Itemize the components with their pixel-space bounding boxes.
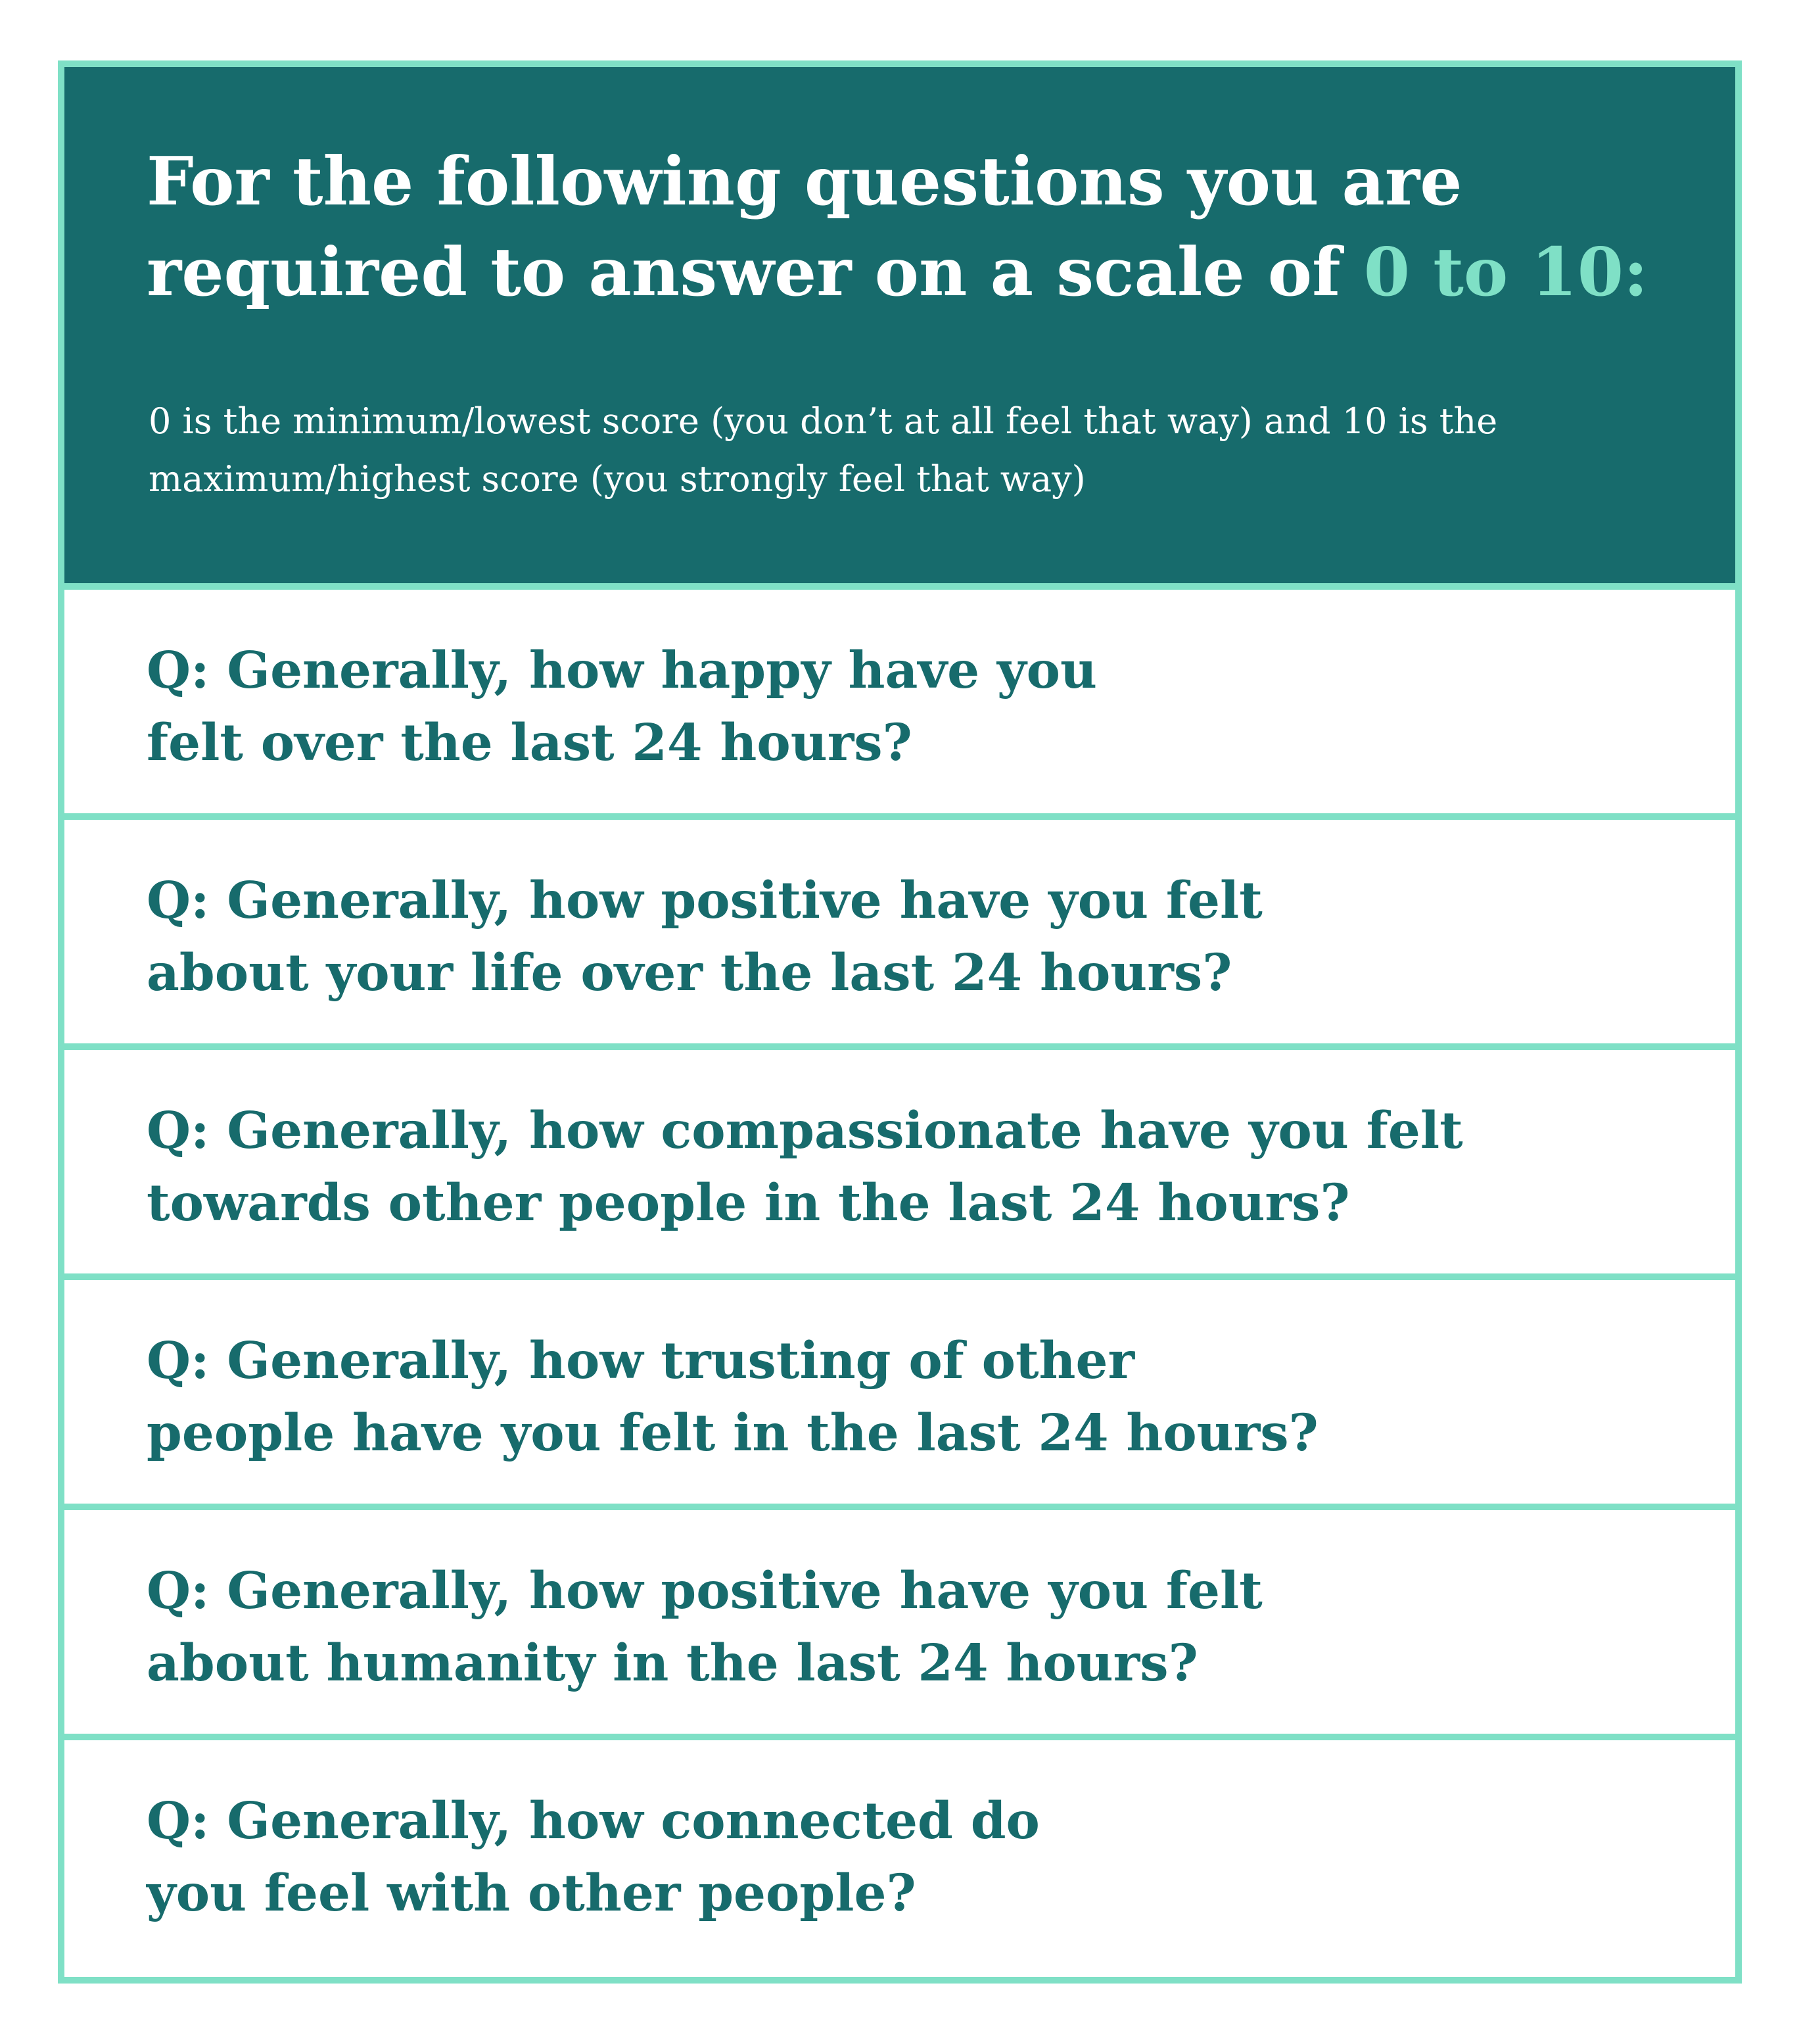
title-line-1: For the following questions you are	[147, 142, 1462, 220]
question-row	[64, 820, 1735, 1050]
question-row	[64, 590, 1735, 820]
question-line-2: towards other people in the last 24 hours?	[147, 1174, 1350, 1233]
question-row	[64, 1510, 1735, 1740]
scale-explanation	[149, 392, 1680, 508]
question-line-2: about humanity in the last 24 hours?	[147, 1634, 1198, 1693]
question-text	[147, 634, 1097, 779]
question-line-1: Q: Generally, how positive have you felt	[147, 871, 1263, 930]
question-text	[147, 1555, 1263, 1699]
title-line-2: required to answer on a scale of	[147, 233, 1364, 311]
survey-card	[58, 60, 1742, 1984]
question-text	[147, 1785, 1040, 1930]
question-text	[147, 1095, 1463, 1239]
question-line-2: you feel with other people?	[147, 1864, 916, 1923]
question-line-2: about your life over the last 24 hours?	[147, 943, 1232, 1003]
question-row	[64, 1740, 1735, 1977]
question-line-1: Q: Generally, how connected do	[147, 1792, 1040, 1851]
question-text	[147, 865, 1263, 1009]
question-row	[64, 1280, 1735, 1510]
question-line-1: Q: Generally, how happy have you	[147, 641, 1098, 700]
question-line-1: Q: Generally, how trusting of other	[147, 1331, 1135, 1390]
question-line-1: Q: Generally, how positive have you felt	[147, 1561, 1263, 1621]
scale-explanation-line-1: 0 is the minimum/lowest score (you don’t at all feel that way) and 10 is the	[149, 400, 1498, 442]
question-text	[147, 1325, 1319, 1469]
instructions-header	[64, 67, 1735, 590]
scale-range-highlight: 0 to 10:	[1363, 233, 1648, 311]
question-line-2: felt over the last 24 hours?	[147, 713, 912, 772]
instructions-title	[147, 136, 1658, 318]
question-line-2: people have you felt in the last 24 hours?	[147, 1404, 1319, 1463]
question-line-1: Q: Generally, how compassionate have you felt	[147, 1101, 1463, 1160]
question-row	[64, 1050, 1735, 1280]
scale-explanation-line-2: maximum/highest score (you strongly feel that way)	[149, 458, 1086, 500]
